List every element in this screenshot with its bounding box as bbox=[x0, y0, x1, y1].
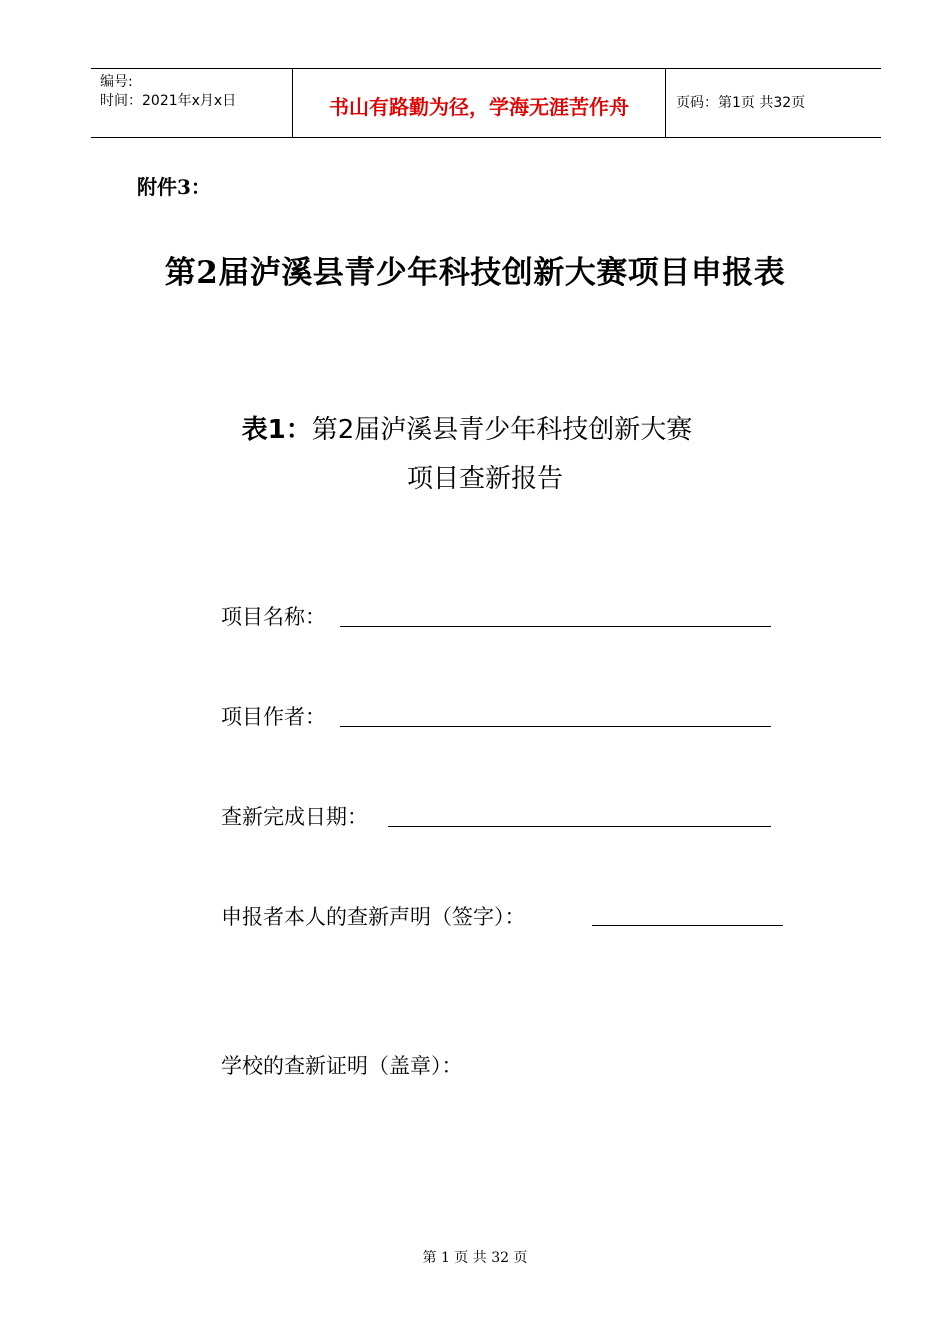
school-proof-label: 学校的查新证明（盖章）： bbox=[221, 1054, 463, 1078]
project-author-line[interactable] bbox=[340, 726, 771, 727]
document-header bbox=[91, 68, 881, 138]
project-name-label: 项目名称： bbox=[221, 605, 326, 629]
subtitle-line-1 bbox=[0, 409, 942, 446]
header-motto-cell bbox=[293, 69, 666, 137]
attachment-label: 附件3： bbox=[137, 175, 211, 199]
subtitle-prefix: 表1： bbox=[241, 415, 312, 445]
header-left-cell bbox=[91, 69, 293, 137]
subtitle-line-1-text: 第2届泸溪县青少年科技创新大赛 bbox=[311, 415, 693, 445]
page-info: 页码：第1页 共32页 bbox=[676, 95, 806, 111]
motto-text: 书山有路勤为径，学海无涯苦作舟 bbox=[329, 95, 629, 119]
project-author-label: 项目作者： bbox=[221, 705, 326, 729]
completion-date-label: 查新完成日期： bbox=[221, 805, 368, 829]
page-footer: 第 1 页 共 32 页 bbox=[422, 1250, 528, 1266]
date-line: 时间：2021年x月x日 bbox=[100, 93, 237, 109]
serial-label: 编号: bbox=[100, 74, 133, 90]
declaration-signature-line[interactable] bbox=[592, 925, 783, 926]
subtitle-line-2: 项目查新报告 bbox=[406, 464, 563, 494]
header-right-cell bbox=[666, 69, 881, 137]
project-name-line[interactable] bbox=[340, 626, 771, 627]
declaration-label: 申报者本人的查新声明（签字）： bbox=[221, 905, 526, 929]
completion-date-line[interactable] bbox=[388, 826, 771, 827]
page-title: 第2届泸溪县青少年科技创新大赛项目申报表 bbox=[164, 255, 786, 291]
